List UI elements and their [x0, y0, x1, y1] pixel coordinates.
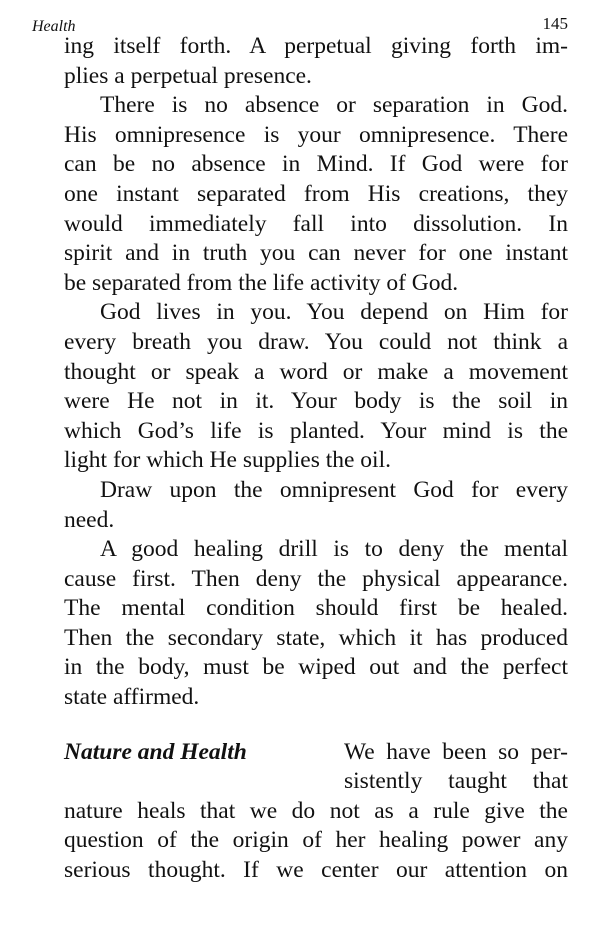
- text-line: ing itself forth. A perpetual giving forth im-: [64, 33, 568, 59]
- text-line: can be no absence in Mind. If God were for: [64, 151, 568, 178]
- section-title: Nature and Health: [64, 738, 247, 765]
- text-line: A good healing drill is to deny the mental: [100, 536, 568, 563]
- text-line: one instant separated from His creations, they: [64, 180, 568, 207]
- text-line: be separated from the life activity of God.: [64, 269, 459, 296]
- text-line: every breath you draw. You could not think a: [64, 328, 568, 355]
- paragraphs: [64, 32, 568, 713]
- text-line: were He not in it. Your body is the soil in: [64, 388, 568, 415]
- section-heading-row-2: [64, 767, 568, 797]
- text-line: which God’s life is planted. Your mind is the: [64, 417, 568, 444]
- text-line: We have been so per-: [344, 738, 568, 765]
- section-heading-row: [64, 738, 568, 768]
- paragraph: [64, 298, 568, 476]
- page-number: 145: [542, 14, 568, 33]
- paragraph: [64, 535, 568, 713]
- text-line: need.: [64, 506, 115, 533]
- text-line: There is no absence or separation in God.: [100, 92, 568, 119]
- text-line: Then the secondary state, which it has produced: [64, 624, 568, 651]
- text-line: cause first. Then deny the physical appearance.: [64, 565, 568, 592]
- text-line: in the body, must be wiped out and the perfect: [64, 654, 568, 681]
- text-line: His omnipresence is your omnipresence. There: [64, 121, 568, 148]
- text-line: thought or speak a word or make a movement: [64, 358, 568, 385]
- text-line: nature heals that we do not as a rule give the: [64, 797, 568, 824]
- body-text: [64, 32, 568, 886]
- text-line: question of the origin of her healing power any: [64, 827, 568, 854]
- paragraph: [64, 32, 568, 91]
- text-line: serious thought. If we center our attention on: [64, 857, 568, 884]
- text-line: plies a perpetual presence.: [64, 62, 312, 89]
- text-line: Draw upon the omnipresent God for every: [100, 476, 568, 503]
- text-line: light for which He supplies the oil.: [64, 447, 391, 474]
- text-line: God lives in you. You depend on Him for: [100, 299, 568, 326]
- paragraph: [64, 476, 568, 535]
- paragraph: [64, 91, 568, 298]
- text-line: state affirmed.: [64, 684, 200, 711]
- section-gap: [64, 713, 568, 738]
- running-head: Health: [32, 18, 76, 35]
- text-line: The mental condition should first be healed.: [64, 595, 568, 622]
- text-line: sistently taught that: [344, 768, 568, 795]
- text-line: spirit and in truth you can never for one instant: [64, 240, 568, 267]
- text-line: would immediately fall into dissolution. In: [64, 210, 568, 237]
